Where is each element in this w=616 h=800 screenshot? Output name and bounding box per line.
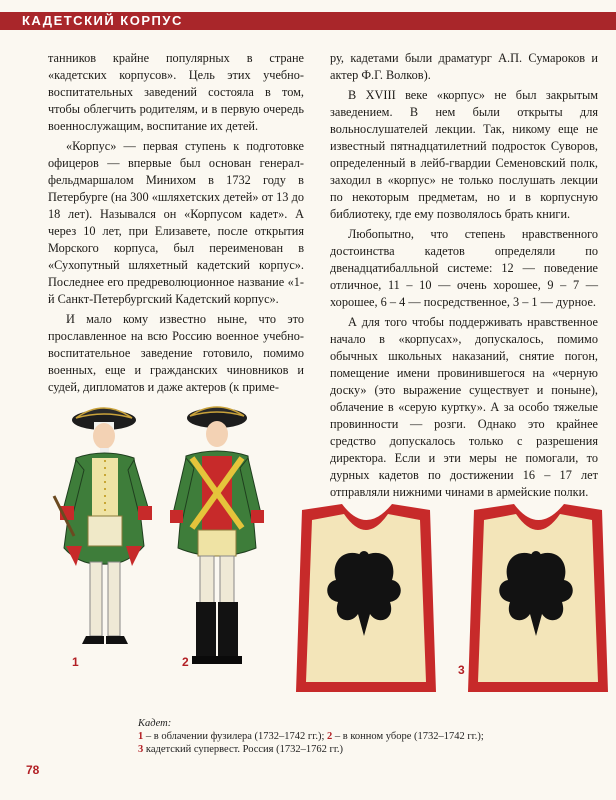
cadet-cavalry-illustration <box>162 398 272 698</box>
paragraph: ру, кадетами были драматург А.П. Сумароков и актер Ф.Г. Волков). <box>330 51 598 82</box>
paragraph: танников крайне популярных в стране «кадетских корпусов». Цель этих учебно-воспитательных заведений состояла в том, чтобы облегчить родителям, и в первую очередь военнослужащим, воспитание их детей. <box>48 51 304 133</box>
supervest-back <box>468 504 608 692</box>
caption-text: – в конном уборе (1732–1742 гг.); <box>332 731 484 742</box>
supervest-front <box>296 504 436 692</box>
figure-label-1: 1 <box>72 655 79 669</box>
cadet-supervest-illustration <box>284 496 614 706</box>
right-text-column <box>330 50 598 501</box>
paragraph: И мало кому известно ныне, что это прославленное на всю Россию военное учебно-воспитательное заведение готовило, помимо военных, еще и гражданских чиновников и судей, дипломатов и даже актеров (к приме- <box>48 312 304 394</box>
caption-title: Кадет: <box>138 718 172 729</box>
running-header <box>0 0 616 36</box>
caption-text: кадетский супервест. Россия (1732–1762 гг.) <box>143 744 344 755</box>
cadet-fusilier-illustration <box>46 396 166 696</box>
caption-number: 1 <box>138 731 144 742</box>
figure-caption <box>138 717 578 756</box>
caption-number: 3 <box>138 744 144 755</box>
figure-label-2: 2 <box>182 655 189 669</box>
paragraph: Любопытно, что степень нравственного достоинства кадетов определяли по двенадцатибалльной системе: 12 — поведение отличное, 11 – 10 — очень хорошее, 9 – 7 — хорошее, 6 – 4 — посредственное, 3 – 1 — дурное. <box>330 227 598 309</box>
caption-text: – в облачении фузилера (1732–1742 гг.); <box>143 731 328 742</box>
caption-number: 2 <box>327 731 333 742</box>
left-text-column <box>48 50 304 396</box>
paragraph: В XVIII веке «корпус» не был закрытым заведением. В нем были открыты для вольнослушателей лекции. Так, никому еще не известный пятнадцатилетний подросток Суворов, определенный в лейб-гвардии Семеновский полк, заходил в «корпус» не только послушать лекции по некоторым предметам, но и в корпусную библиотеку, где ему позволялось брать книги. <box>330 88 598 221</box>
caption-line <box>138 730 578 743</box>
caption-line <box>138 743 578 756</box>
paragraph: «Корпус» — первая ступень к подготовке офицеров — впервые был основан генерал-фельдмаршалом Минихом в 1732 году в Петербурге (на 300 «шляхетских детей» от 13 до 18 лет). Назывался он «Корпусом кадет». А через 10 лет, при Елизавете, после открытия Морского корпуса, был переименован в «Сухопутный шляхетный кадетский корпус». Последнее его предреволюционное название «1-й Санкт-Петербургский Кадетский корпус». <box>48 139 304 306</box>
paragraph: А для того чтобы поддерживать нравственное начало в «корпусах», допускалось, помимо обычных школьных наказаний, снятие погон, помещение имени провинившегося на «черную доску» (это выражение существует и поныне), облачение в «серую куртку». А за особо тяжелые провинности — розги. Однако это крайнее средство допускалось только с разрешения директора. Если и эти меры не помогали, то дурных кадетов по достижении 16 – 17 лет отправляли нижними чинами в армейские полки. <box>330 315 598 499</box>
running-header-title: КАДЕТСКИЙ КОРПУС <box>22 13 183 28</box>
figure-label-3: 3 <box>458 663 465 677</box>
page-number: 78 <box>26 763 40 777</box>
